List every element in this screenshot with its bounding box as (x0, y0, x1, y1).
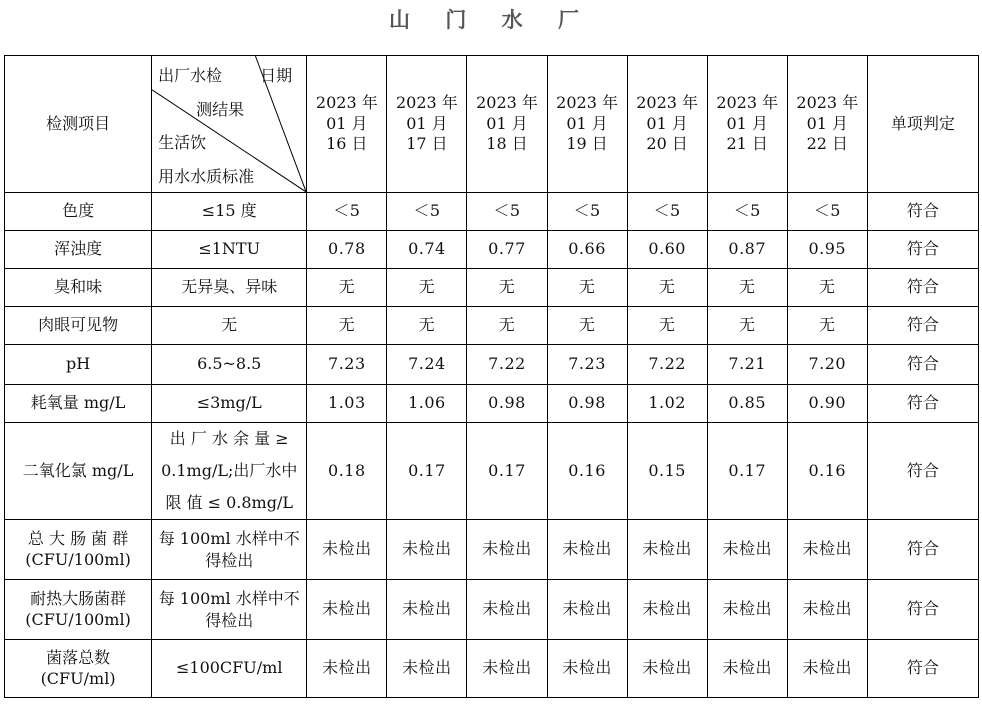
judgement-cell: 符合 (867, 231, 978, 269)
date-part-d: 17 日 (406, 134, 448, 154)
standard-value: ≤3mg/L (152, 385, 307, 423)
standard-line: 0.1mg/L;出厂水中 (161, 461, 298, 480)
result-cell-6: 无 (707, 307, 787, 345)
table-row (5, 640, 979, 698)
result-cell-6: 0.87 (707, 231, 787, 269)
item-name: pH (5, 345, 152, 385)
table-row (5, 193, 979, 231)
date-part-d: 22 日 (806, 134, 849, 154)
date-part-y: 2023 年 (396, 92, 458, 112)
item-name-line: (CFU/ml) (40, 668, 116, 688)
judgement-cell: 符合 (867, 385, 978, 423)
table-row (5, 520, 979, 580)
result-cell-7: 无 (787, 307, 867, 345)
result-cell-2: 未检出 (387, 640, 467, 698)
date-part-m: 01 月 (566, 113, 608, 133)
date-part-m: 01 月 (406, 113, 448, 133)
result-cell-3: 无 (467, 269, 547, 307)
result-cell-3: 0.17 (467, 423, 547, 520)
item-name (5, 520, 152, 580)
table-row (5, 580, 979, 640)
result-cell-4: 未检出 (547, 580, 627, 640)
date-header-1 (307, 56, 387, 193)
result-cell-5: 未检出 (627, 580, 707, 640)
table-row (5, 307, 979, 345)
result-cell-4: 未检出 (547, 640, 627, 698)
judgement-cell: 符合 (867, 520, 978, 580)
result-cell-6: 0.85 (707, 385, 787, 423)
item-name: 浑浊度 (5, 231, 152, 269)
date-part-y: 2023 年 (716, 92, 779, 112)
standard-value (152, 423, 307, 520)
standard-line: 得检出 (205, 610, 254, 630)
result-cell-1: ＜5 (307, 193, 387, 231)
standard-value: ≤1NTU (152, 231, 307, 269)
result-cell-4: 未检出 (547, 520, 627, 580)
result-cell-4: 7.23 (547, 345, 627, 385)
item-name-line: 菌落总数 (46, 647, 111, 667)
result-cell-7: 0.90 (787, 385, 867, 423)
item-name-line: 耐热大肠菌群 (30, 588, 127, 608)
item-name-line: (CFU/100ml) (25, 549, 131, 569)
date-part-y: 2023 年 (796, 92, 859, 112)
item-name (5, 580, 152, 640)
date-part-d: 20 日 (646, 134, 688, 154)
standard-line: 每 100ml 水样中不 (158, 528, 300, 548)
result-cell-7: 0.95 (787, 231, 867, 269)
result-cell-5: ＜5 (627, 193, 707, 231)
result-cell-7: 0.16 (787, 423, 867, 520)
result-cell-3: 无 (467, 307, 547, 345)
result-cell-6: 0.17 (707, 423, 787, 520)
result-cell-2: 未检出 (387, 520, 467, 580)
date-header-4 (547, 56, 627, 193)
date-header-3 (467, 56, 547, 193)
result-cell-5: 未检出 (627, 640, 707, 698)
result-cell-4: 0.16 (547, 423, 627, 520)
date-header-2 (387, 56, 467, 193)
result-cell-1: 0.78 (307, 231, 387, 269)
table-row (5, 231, 979, 269)
standard-value (152, 580, 307, 640)
standard-line: 每 100ml 水样中不 (158, 588, 300, 608)
result-cell-2: 0.17 (387, 423, 467, 520)
result-cell-2: 7.24 (387, 345, 467, 385)
diag-label-date: 日期 (260, 66, 293, 85)
table-row (5, 423, 979, 520)
header-row (5, 56, 979, 193)
table-body (5, 56, 979, 698)
result-cell-3: 未检出 (467, 640, 547, 698)
item-name: 肉眼可见物 (5, 307, 152, 345)
result-cell-4: 无 (547, 269, 627, 307)
result-cell-4: 0.98 (547, 385, 627, 423)
judgement-cell: 符合 (867, 640, 978, 698)
result-cell-6: 未检出 (707, 640, 787, 698)
result-cell-7: 无 (787, 269, 867, 307)
judgement-cell: 符合 (867, 269, 978, 307)
result-cell-5: 无 (627, 269, 707, 307)
page-title: 山 门 水 厂 (389, 8, 593, 32)
date-part-m: 01 月 (726, 113, 768, 133)
result-cell-4: ＜5 (547, 193, 627, 231)
result-cell-3: 0.77 (467, 231, 547, 269)
result-cell-5: 未检出 (627, 520, 707, 580)
result-cell-3: 未检出 (467, 520, 547, 580)
header-judge: 单项判定 (867, 56, 978, 193)
result-cell-1: 7.23 (307, 345, 387, 385)
result-cell-6: 未检出 (707, 520, 787, 580)
result-cell-6: 未检出 (707, 580, 787, 640)
diag-label-standard-2: 用水水质标准 (158, 167, 255, 186)
table-row (5, 345, 979, 385)
table-row (5, 269, 979, 307)
result-cell-4: 0.66 (547, 231, 627, 269)
standard-line: 出 厂 水 余 量 ≥ (169, 429, 289, 448)
result-cell-3: 未检出 (467, 580, 547, 640)
item-name (5, 640, 152, 698)
result-cell-3: 7.22 (467, 345, 547, 385)
date-part-y: 2023 年 (556, 92, 618, 112)
table-row (5, 385, 979, 423)
result-cell-3: 0.98 (467, 385, 547, 423)
date-part-m: 01 月 (646, 113, 688, 133)
header-diagonal-cell (152, 56, 307, 193)
result-cell-7: ＜5 (787, 193, 867, 231)
result-cell-2: ＜5 (387, 193, 467, 231)
standard-line: 得检出 (205, 550, 254, 570)
result-cell-1: 0.18 (307, 423, 387, 520)
judgement-cell: 符合 (867, 580, 978, 640)
standard-value: 无 (152, 307, 307, 345)
date-part-d: 18 日 (486, 134, 528, 154)
date-part-d: 16 日 (326, 134, 368, 154)
item-name-line: (CFU/100ml) (25, 609, 131, 629)
date-part-d: 21 日 (726, 134, 768, 154)
result-cell-6: 无 (707, 269, 787, 307)
item-name-line: 总 大 肠 菌 群 (27, 528, 129, 548)
standard-value: ≤15 度 (152, 193, 307, 231)
result-cell-5: 无 (627, 307, 707, 345)
judgement-cell: 符合 (867, 193, 978, 231)
result-cell-7: 未检出 (787, 520, 867, 580)
standard-line: 限 值 ≤ 0.8mg/L (165, 493, 293, 512)
date-part-y: 2023 年 (636, 92, 699, 112)
date-part-m: 01 月 (806, 113, 849, 133)
diag-label-result: 出厂水检 (158, 66, 223, 85)
result-cell-2: 无 (387, 307, 467, 345)
date-header-7 (787, 56, 867, 193)
standard-value (152, 520, 307, 580)
date-part-y: 2023 年 (476, 92, 538, 112)
date-header-6 (707, 56, 787, 193)
date-part-y: 2023 年 (315, 92, 378, 112)
result-cell-1: 无 (307, 269, 387, 307)
standard-value: 无异臭、异味 (152, 269, 307, 307)
result-cell-7: 未检出 (787, 640, 867, 698)
result-cell-1: 未检出 (307, 520, 387, 580)
result-cell-6: 7.21 (707, 345, 787, 385)
result-cell-3: ＜5 (467, 193, 547, 231)
date-part-d: 19 日 (566, 134, 608, 154)
diag-label-result-2: 测结果 (196, 100, 245, 119)
item-name: 臭和味 (5, 269, 152, 307)
result-cell-4: 无 (547, 307, 627, 345)
result-cell-7: 7.20 (787, 345, 867, 385)
result-cell-1: 未检出 (307, 640, 387, 698)
item-name: 耗氧量 mg/L (5, 385, 152, 423)
standard-value: ≤100CFU/ml (152, 640, 307, 698)
result-cell-1: 1.03 (307, 385, 387, 423)
result-cell-6: ＜5 (707, 193, 787, 231)
result-cell-2: 未检出 (387, 580, 467, 640)
header-item: 检测项目 (5, 56, 152, 193)
date-header-5 (627, 56, 707, 193)
result-cell-1: 未检出 (307, 580, 387, 640)
result-cell-2: 0.74 (387, 231, 467, 269)
result-cell-7: 未检出 (787, 580, 867, 640)
judgement-cell: 符合 (867, 423, 978, 520)
result-cell-5: 0.60 (627, 231, 707, 269)
result-cell-1: 无 (307, 307, 387, 345)
diag-label-standard: 生活饮 (158, 133, 207, 152)
date-part-m: 01 月 (326, 113, 368, 133)
result-cell-2: 1.06 (387, 385, 467, 423)
item-name: 二氧化氯 mg/L (5, 423, 152, 520)
water-quality-table (4, 55, 979, 698)
judgement-cell: 符合 (867, 307, 978, 345)
standard-value: 6.5~8.5 (152, 345, 307, 385)
result-cell-5: 0.15 (627, 423, 707, 520)
result-cell-2: 无 (387, 269, 467, 307)
result-cell-5: 7.22 (627, 345, 707, 385)
judgement-cell: 符合 (867, 345, 978, 385)
result-cell-5: 1.02 (627, 385, 707, 423)
item-name: 色度 (5, 193, 152, 231)
date-part-m: 01 月 (486, 113, 528, 133)
